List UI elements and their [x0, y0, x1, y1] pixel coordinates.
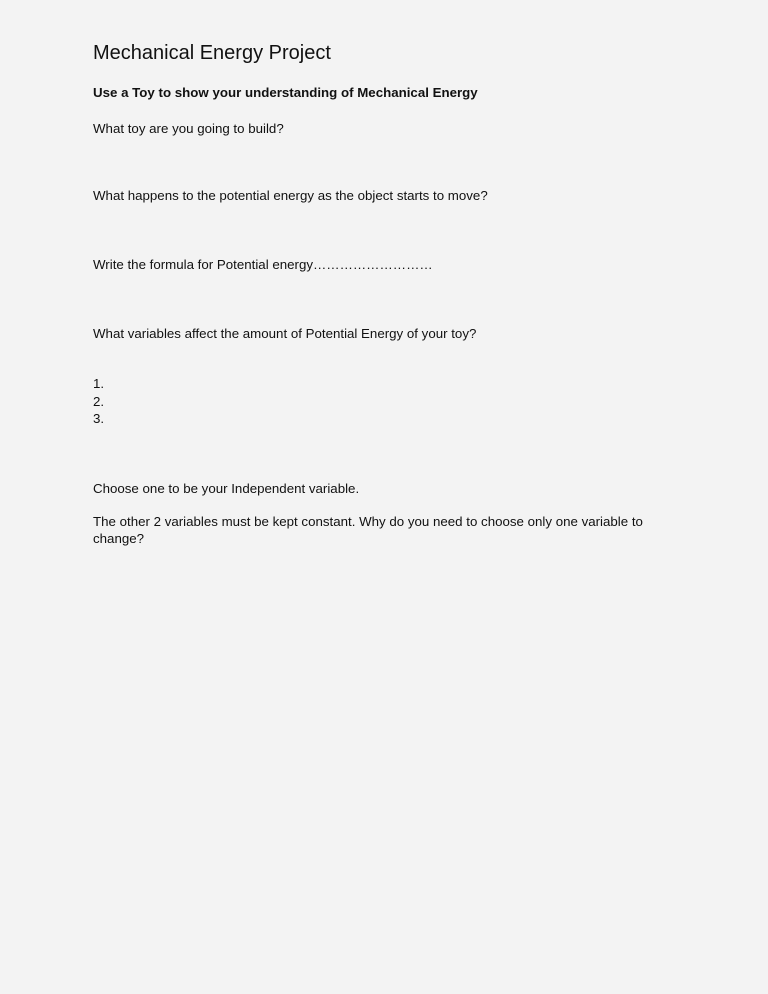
list-item-2: 2.: [93, 394, 105, 409]
page-title: Mechanical Energy Project: [93, 42, 331, 64]
list-item-1: 1.: [93, 376, 105, 391]
question-independent-variable: Choose one to be your Independent variable.: [93, 481, 360, 496]
subtitle: Use a Toy to show your understanding of Mechanical Energy: [93, 85, 478, 100]
question-potential-energy: What happens to the potential energy as the object starts to move?: [93, 188, 488, 203]
question-constants: The other 2 variables must be kept constant. Why do you need to choose only one variable to change?: [93, 514, 643, 546]
question-toy: What toy are you going to build?: [93, 121, 284, 136]
list-item-3: 3.: [93, 411, 105, 426]
question-variables: What variables affect the amount of Potential Energy of your toy?: [93, 326, 477, 341]
question-formula: Write the formula for Potential energy………………………: [93, 257, 433, 272]
